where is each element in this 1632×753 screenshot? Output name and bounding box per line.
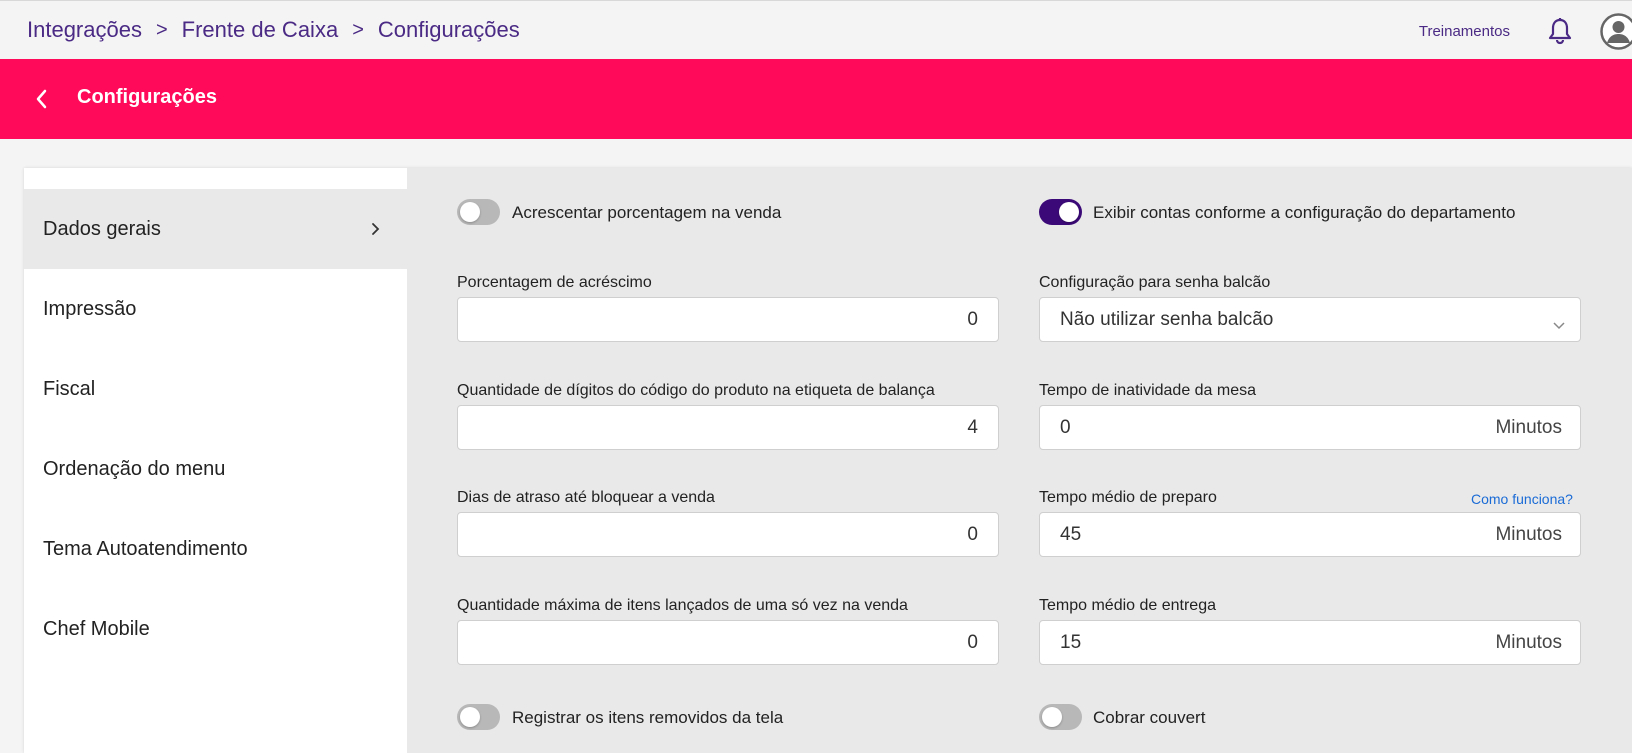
trainings-link[interactable]: Treinamentos (1418, 22, 1510, 40)
chevron-right-icon (369, 217, 383, 241)
toggle-knob (1042, 707, 1062, 727)
unit-suffix: Minutos (1495, 524, 1562, 545)
sidebar-item-chef-mobile[interactable] (24, 589, 407, 669)
max-items-label: Quantidade máxima de itens lançados de uma só vez na venda (457, 597, 908, 614)
sidebar-item-printing[interactable] (24, 269, 407, 349)
sidebar-item-fiscal[interactable] (24, 349, 407, 429)
page-header (0, 59, 1632, 139)
table-inactivity-value: 0 (1060, 417, 1071, 438)
digits-code-value: 4 (967, 417, 978, 438)
register-removed-toggle[interactable] (457, 704, 500, 730)
breadcrumb-integrations[interactable]: Integrações (27, 17, 142, 42)
how-it-works-link[interactable]: Como funciona? (1471, 491, 1573, 507)
add-percentage-label: Acrescentar porcentagem na venda (512, 203, 782, 222)
sidebar-item-general-data[interactable] (24, 189, 407, 269)
sidebar-item-label: Dados gerais (43, 217, 161, 240)
breadcrumb-settings: Configurações (377, 17, 520, 42)
add-percentage-toggle[interactable] (457, 199, 500, 225)
digits-code-input[interactable] (457, 405, 999, 450)
percentage-label: Porcentagem de acréscimo (457, 274, 652, 291)
avg-delivery-time-input[interactable] (1039, 620, 1581, 665)
sidebar-item-self-service-theme[interactable] (24, 509, 407, 589)
settings-card (24, 168, 1632, 753)
sidebar-item-label: Ordenação do menu (43, 457, 226, 480)
counter-password-select[interactable] (1039, 297, 1581, 342)
max-items-value: 0 (967, 632, 978, 653)
bell-icon[interactable] (1546, 16, 1574, 46)
digits-code-label: Quantidade de dígitos do código do produto na etiqueta de balança (457, 382, 935, 399)
page-title: Configurações (77, 86, 218, 108)
chevron-left-icon[interactable] (32, 86, 52, 112)
show-accounts-toggle[interactable] (1039, 199, 1082, 225)
unit-suffix: Minutos (1495, 632, 1562, 653)
sidebar-item-label: Chef Mobile (43, 617, 150, 640)
breadcrumb (27, 17, 520, 43)
toggle-knob (460, 707, 480, 727)
avg-prep-time-input[interactable] (1039, 512, 1581, 557)
avg-prep-time-label: Tempo médio de preparo (1039, 489, 1217, 506)
counter-password-value: Não utilizar senha balcão (1060, 309, 1274, 330)
top-bar (0, 0, 1632, 59)
counter-password-label: Configuração para senha balcão (1039, 274, 1271, 291)
max-items-input[interactable] (457, 620, 999, 665)
cover-charge-label: Cobrar couvert (1093, 708, 1206, 727)
avg-delivery-time-label: Tempo médio de entrega (1039, 597, 1216, 614)
sidebar-item-label: Impressão (43, 297, 137, 320)
chevron-down-icon (1552, 314, 1566, 324)
breadcrumb-separator: > (352, 18, 364, 41)
user-avatar-icon[interactable] (1600, 13, 1632, 50)
delay-days-input[interactable] (457, 512, 999, 557)
unit-suffix: Minutos (1495, 417, 1562, 438)
percentage-input[interactable] (457, 297, 999, 342)
table-inactivity-input[interactable] (1039, 405, 1581, 450)
avg-prep-time-value: 45 (1060, 524, 1082, 545)
avg-delivery-time-value: 15 (1060, 632, 1082, 653)
cover-charge-toggle[interactable] (1039, 704, 1082, 730)
percentage-value: 0 (967, 309, 978, 330)
delay-days-label: Dias de atraso até bloquear a venda (457, 489, 715, 506)
toggle-knob (460, 202, 480, 222)
sidebar-item-label: Tema Autoatendimento (43, 537, 248, 560)
table-inactivity-label: Tempo de inatividade da mesa (1039, 382, 1257, 399)
register-removed-label: Registrar os itens removidos da tela (512, 708, 784, 727)
delay-days-value: 0 (967, 524, 978, 545)
sidebar-item-menu-order[interactable] (24, 429, 407, 509)
toggle-knob (1059, 202, 1079, 222)
breadcrumb-front-desk[interactable]: Frente de Caixa (181, 17, 339, 42)
breadcrumb-separator: > (155, 18, 168, 41)
show-accounts-label: Exibir contas conforme a configuração do departamento (1093, 203, 1516, 222)
settings-sidebar (24, 168, 407, 753)
sidebar-item-label: Fiscal (43, 377, 96, 400)
